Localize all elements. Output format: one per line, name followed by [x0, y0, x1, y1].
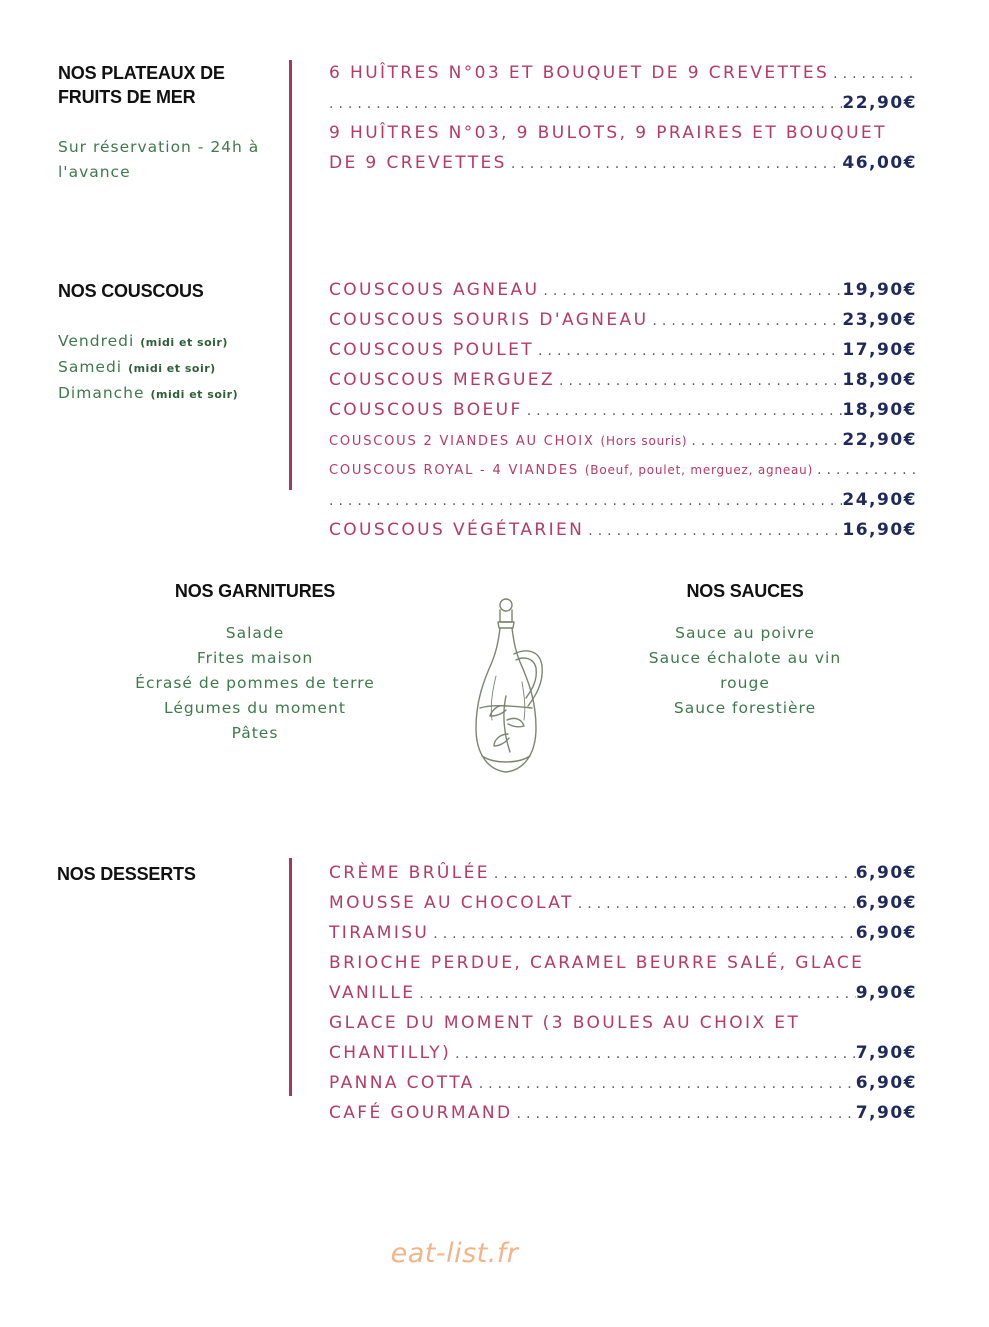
- menu-item: [329, 305, 917, 335]
- oil-cruet-icon: [462, 596, 554, 776]
- item-name: 6 HUÎTRES N°03 ET BOUQUET DE 9 CREVETTES: [329, 63, 830, 83]
- item-aside: (Boeuf, poulet, merguez, agneau): [584, 463, 814, 477]
- menu-item-continued: [329, 978, 917, 1008]
- menu-item: [329, 858, 917, 888]
- item-price: 7,90€: [855, 1103, 917, 1123]
- day-line: Dimanche (midi et soir): [58, 384, 239, 402]
- list-item: Légumes du moment: [164, 699, 346, 717]
- dot-leader: [451, 1039, 856, 1068]
- desserts-divider: [289, 858, 292, 1096]
- dot-leader: [415, 979, 855, 1008]
- item-name: VANILLE: [329, 983, 416, 1003]
- dot-leader: [475, 1069, 856, 1098]
- watermark: eat-list.fr: [390, 1238, 519, 1269]
- item-name: COUSCOUS BOEUF: [329, 400, 523, 420]
- list-item: Salade: [225, 624, 285, 642]
- sauces-heading: NOS SAUCES: [686, 581, 804, 601]
- menu-item: [329, 365, 917, 395]
- item-price: 6,90€: [855, 893, 917, 913]
- item-name: DE 9 CREVETTES: [329, 153, 507, 173]
- item-price: 46,00€: [842, 153, 917, 173]
- dot-leader: [329, 486, 842, 515]
- item-name: COUSCOUS AGNEAU: [329, 280, 540, 300]
- day-line: Samedi (midi et soir): [58, 358, 216, 376]
- plateaux-list: [329, 58, 917, 178]
- list-item: Écrasé de pommes de terre: [135, 674, 375, 692]
- garnitures-heading: NOS GARNITURES: [174, 581, 336, 601]
- plateaux-divider: [289, 60, 292, 490]
- menu-item-price-row: [329, 88, 917, 118]
- desserts-heading: NOS DESSERTS: [57, 864, 196, 884]
- dot-leader: [584, 516, 842, 545]
- dot-leader: [534, 336, 842, 365]
- dot-leader: [329, 89, 842, 118]
- item-price: 9,90€: [855, 983, 917, 1003]
- item-name: GLACE DU MOMENT (3 BOULES AU CHOIX ET: [329, 1013, 801, 1033]
- item-name: MOUSSE AU CHOCOLAT: [329, 893, 574, 913]
- dot-leader: [687, 426, 842, 455]
- plateaux-heading: NOS PLATEAUX DE FRUITS DE MER: [58, 63, 225, 107]
- sauces-list: [610, 621, 880, 721]
- garnitures-list: [100, 621, 410, 746]
- plateaux-note: Sur réservation - 24h à l'avance: [58, 138, 260, 181]
- item-name: TIRAMISU: [329, 923, 430, 943]
- item-price: 23,90€: [842, 310, 917, 330]
- item-price: 6,90€: [855, 1073, 917, 1093]
- dot-leader: [539, 276, 842, 305]
- sauces-section: [610, 579, 880, 721]
- dot-leader: [523, 396, 843, 425]
- dot-leader: [507, 149, 843, 178]
- item-name: BRIOCHE PERDUE, CARAMEL BEURRE SALÉ, GLACE: [329, 953, 865, 973]
- item-name: COUSCOUS VÉGÉTARIEN: [329, 520, 585, 540]
- list-item: Sauce échalote au vin: [648, 649, 842, 667]
- menu-item: [329, 1008, 917, 1038]
- item-price: 6,90€: [855, 923, 917, 943]
- item-price: 16,90€: [842, 520, 917, 540]
- dot-leader: [490, 859, 856, 888]
- item-name: COUSCOUS 2 VIANDES AU CHOIX (Hors souris): [329, 434, 688, 449]
- menu-item-continued: [329, 148, 917, 178]
- item-name: 9 HUÎTRES N°03, 9 BULOTS, 9 PRAIRES ET BOUQUET: [329, 123, 887, 143]
- menu-item: [329, 58, 917, 88]
- menu-item: [329, 335, 917, 365]
- item-price: 7,90€: [855, 1043, 917, 1063]
- item-name: COUSCOUS SOURIS D'AGNEAU: [329, 310, 649, 330]
- desserts-list: [329, 858, 917, 1128]
- list-item: rouge: [720, 674, 770, 692]
- menu-item-continued: [329, 1038, 917, 1068]
- dot-leader: [829, 59, 917, 88]
- list-item: Frites maison: [196, 649, 314, 667]
- dot-leader: [513, 1099, 856, 1128]
- menu-item-price-row: [329, 485, 917, 515]
- couscous-days: [58, 329, 288, 407]
- item-price: 22,90€: [842, 93, 917, 113]
- list-item: Pâtes: [231, 724, 279, 742]
- couscous-heading: NOS COUSCOUS: [58, 281, 204, 301]
- dot-leader: [648, 306, 842, 335]
- item-name: COUSCOUS POULET: [329, 340, 535, 360]
- item-price: 18,90€: [842, 370, 917, 390]
- item-name: COUSCOUS ROYAL - 4 VIANDES (Boeuf, poulet, merguez, agneau): [329, 463, 814, 478]
- item-price: 6,90€: [855, 863, 917, 883]
- item-price: 24,90€: [842, 490, 917, 510]
- menu-item: [329, 948, 917, 978]
- menu-item: [329, 888, 917, 918]
- menu-item: [329, 515, 917, 545]
- garnitures-section: [100, 579, 410, 746]
- item-price: 19,90€: [842, 280, 917, 300]
- item-aside: (Hors souris): [600, 434, 688, 448]
- menu-item: [329, 118, 917, 148]
- menu-item: [329, 455, 917, 485]
- menu-item: [329, 918, 917, 948]
- item-name: CRÈME BRÛLÉE: [329, 863, 490, 883]
- item-price: 17,90€: [842, 340, 917, 360]
- item-price: 18,90€: [842, 400, 917, 420]
- dot-leader: [813, 455, 917, 485]
- menu-item: [329, 275, 917, 305]
- dot-leader: [555, 366, 842, 395]
- item-price: 22,90€: [842, 430, 917, 450]
- item-name: CHANTILLY): [329, 1043, 452, 1063]
- couscous-list: [329, 275, 917, 545]
- menu-item: [329, 1098, 917, 1128]
- menu-item: [329, 425, 917, 455]
- item-name: CAFÉ GOURMAND: [329, 1103, 513, 1123]
- item-name: COUSCOUS MERGUEZ: [329, 370, 555, 390]
- dot-leader: [429, 919, 855, 948]
- menu-item: [329, 1068, 917, 1098]
- list-item: Sauce forestière: [673, 699, 817, 717]
- list-item: Sauce au poivre: [675, 624, 815, 642]
- menu-item: [329, 395, 917, 425]
- day-line: Vendredi (midi et soir): [58, 332, 228, 350]
- item-name: PANNA COTTA: [329, 1073, 475, 1093]
- dot-leader: [574, 889, 856, 918]
